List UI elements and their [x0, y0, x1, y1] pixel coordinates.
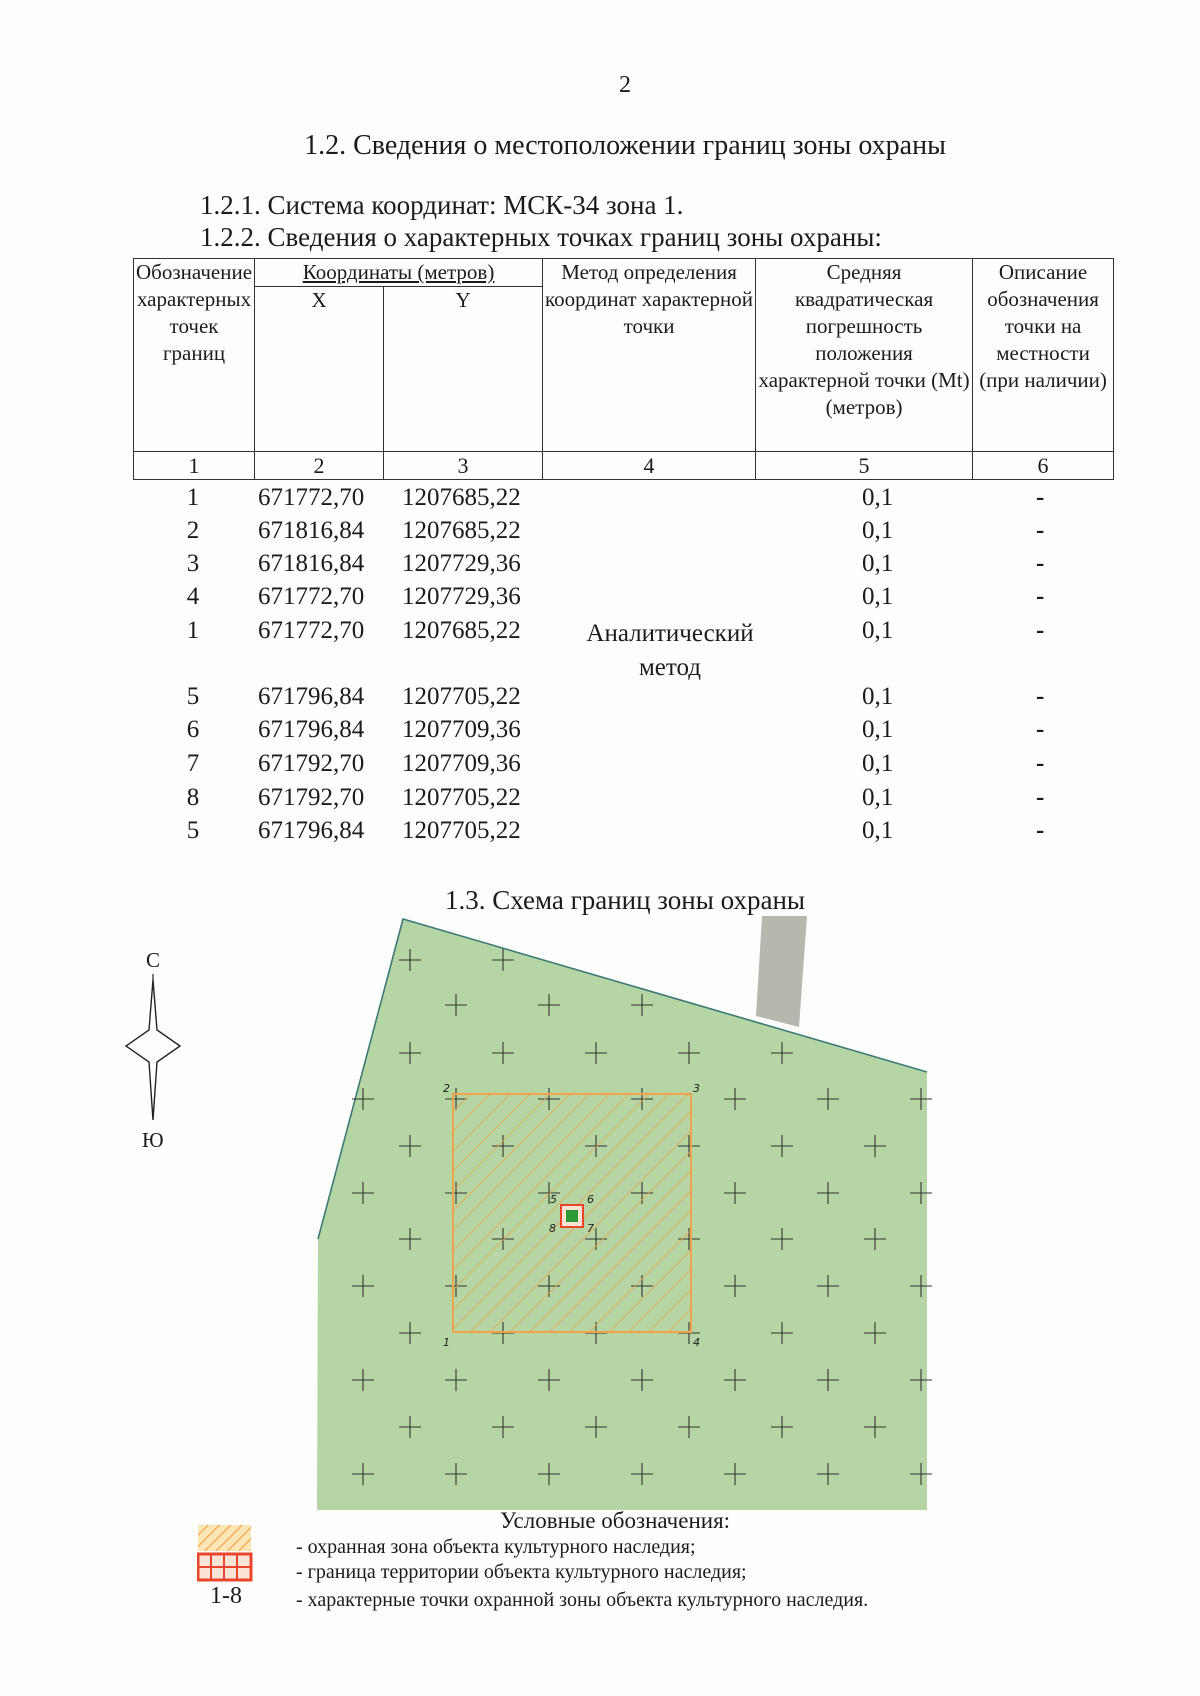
legend-title: Условные обозначения:	[500, 1508, 731, 1533]
point-number: 3	[186, 550, 200, 577]
header-description: Описание обозначения точки на местности (при наличии)	[973, 259, 1114, 452]
coord-x: 671772,70	[258, 583, 365, 610]
legend-item-zone: - охранная зона объекта культурного наследия;	[296, 1536, 696, 1558]
map-point-label: 4	[693, 1336, 700, 1349]
legend-zone-hatch	[198, 1525, 251, 1551]
description-value: -	[1036, 784, 1045, 811]
compass-north-label: С	[146, 948, 161, 972]
col-number: 5	[756, 452, 973, 480]
section-title: 1.2. Сведения о местоположении границ зоны охраны	[304, 130, 946, 161]
description-value: -	[1036, 583, 1045, 610]
map-point-label: 5	[550, 1193, 557, 1206]
point-number: 1	[186, 617, 200, 644]
error-value: 0,1	[862, 550, 894, 577]
error-value: 0,1	[862, 517, 894, 544]
compass-south-label: Ю	[142, 1128, 164, 1152]
legend-points-label: 1-8	[210, 1583, 242, 1609]
error-value: 0,1	[862, 750, 894, 777]
col-number: 2	[255, 452, 384, 480]
col-number: 1	[134, 452, 255, 480]
point-number: 7	[186, 750, 200, 777]
header-point-designation: Обозначение характерных точек границ	[134, 259, 255, 452]
description-value: -	[1036, 716, 1045, 743]
map-point-label: 7	[587, 1222, 594, 1235]
map-road	[756, 916, 807, 1027]
header-coordinates: Координаты (метров)	[255, 259, 543, 287]
compass-arrow-icon	[118, 972, 188, 1122]
legend-item-boundary: - граница территории объекта культурного наследия;	[296, 1561, 747, 1583]
coord-x: 671772,70	[258, 484, 365, 511]
point-number: 6	[186, 716, 200, 743]
header-error: Средняя квадратическая погрешность положения характерной точки (Mt) (метров)	[756, 259, 973, 452]
coord-x: 671792,70	[258, 750, 365, 777]
error-value: 0,1	[862, 484, 894, 511]
coord-x: 671816,84	[258, 517, 365, 544]
scheme-title: 1.3. Схема границ зоны охраны	[444, 885, 806, 915]
error-value: 0,1	[862, 716, 894, 743]
error-value: 0,1	[862, 583, 894, 610]
legend-item-points: - характерные точки охранной зоны объекта культурного наследия.	[296, 1589, 869, 1611]
map-point-label: 8	[549, 1222, 556, 1235]
coord-x: 671796,84	[258, 683, 365, 710]
coord-y: 1207685,22	[402, 617, 521, 644]
coord-x: 671796,84	[258, 817, 365, 844]
legend-symbols	[197, 1524, 253, 1582]
description-value: -	[1036, 817, 1045, 844]
coord-y: 1207685,22	[402, 484, 521, 511]
coord-x: 671816,84	[258, 550, 365, 577]
coord-system-heading: 1.2.1. Система координат: МСК-34 зона 1.	[200, 190, 684, 220]
map-point-label: 3	[693, 1082, 700, 1095]
description-value: -	[1036, 683, 1045, 710]
coord-y: 1207685,22	[402, 517, 521, 544]
error-value: 0,1	[862, 817, 894, 844]
legend-boundary-swatch	[198, 1554, 251, 1580]
description-value: -	[1036, 517, 1045, 544]
header-x: X	[255, 287, 384, 452]
point-number: 5	[186, 683, 200, 710]
point-number: 8	[186, 784, 200, 811]
col-number: 3	[384, 452, 543, 480]
point-number: 2	[186, 517, 200, 544]
description-value: -	[1036, 617, 1045, 644]
header-method: Метод определения координат характерной точки	[543, 259, 756, 452]
object-marker	[566, 1210, 578, 1222]
coord-x: 671772,70	[258, 617, 365, 644]
coord-y: 1207705,22	[402, 784, 521, 811]
map-point-label: 2	[443, 1082, 450, 1095]
scheme-map	[300, 912, 940, 1512]
coord-y: 1207729,36	[402, 583, 521, 610]
coord-x: 671796,84	[258, 716, 365, 743]
description-value: -	[1036, 484, 1045, 511]
map-point-label: 6	[587, 1193, 594, 1206]
error-value: 0,1	[862, 617, 894, 644]
points-table-heading: 1.2.2. Сведения о характерных точках границ зоны охраны:	[200, 222, 882, 252]
point-number: 1	[186, 484, 200, 511]
point-number: 5	[186, 817, 200, 844]
coord-y: 1207729,36	[402, 550, 521, 577]
error-value: 0,1	[862, 683, 894, 710]
coord-y: 1207709,36	[402, 716, 521, 743]
error-value: 0,1	[862, 784, 894, 811]
points-table-header	[133, 258, 1114, 480]
coord-y: 1207709,36	[402, 750, 521, 777]
coord-y: 1207705,22	[402, 683, 521, 710]
map-point-label: 1	[443, 1336, 450, 1349]
description-value: -	[1036, 750, 1045, 777]
col-number: 4	[543, 452, 756, 480]
col-number: 6	[973, 452, 1114, 480]
header-y: Y	[384, 287, 543, 452]
method-value: Аналитический метод	[586, 620, 754, 681]
page-number: 2	[619, 72, 631, 98]
point-number: 4	[186, 583, 200, 610]
coord-x: 671792,70	[258, 784, 365, 811]
coord-y: 1207705,22	[402, 817, 521, 844]
description-value: -	[1036, 550, 1045, 577]
